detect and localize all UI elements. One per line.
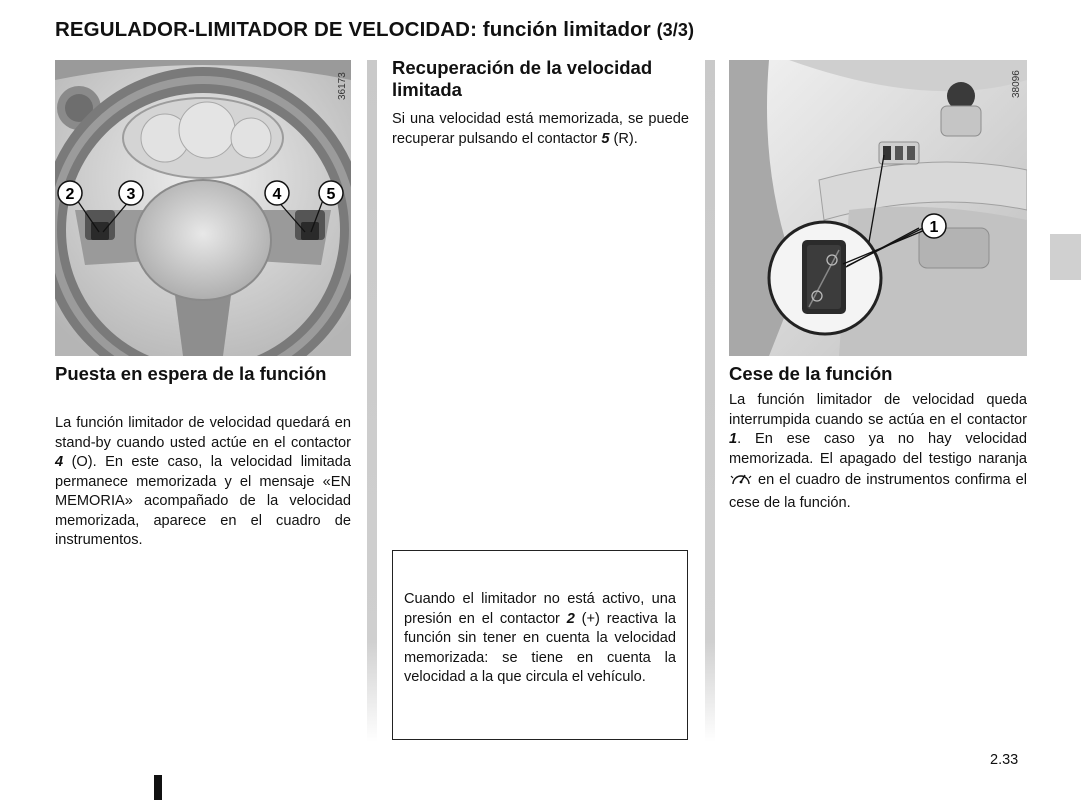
paragraph-cancel-function: La función limitador de velocidad queda interrumpida cuando se actúa en el contactor 1. En ese caso ya no hay velocidad memorizada. El apagado del testigo naranja en el cuadro de instrumentos confirma el cese de la función.: [729, 392, 1027, 511]
figure-id-36173: 36173: [337, 72, 348, 100]
callout-5: [319, 181, 343, 205]
title-suffix: (3/3): [656, 20, 695, 40]
heading-recover-speed: Recuperación de la velocidad limitada: [392, 57, 653, 100]
margin-marker: [154, 775, 162, 800]
page-number: 2.33: [990, 752, 1019, 768]
callout-1: [922, 214, 946, 238]
callout-4: [265, 181, 289, 205]
svg-text:3: 3: [126, 186, 136, 203]
svg-text:4: 4: [272, 186, 282, 203]
svg-text:2: 2: [65, 186, 75, 203]
title-main: REGULADOR-LIMITADOR DE VELOCIDAD: función limitador: [55, 18, 651, 41]
svg-text:5: 5: [326, 186, 336, 203]
contactor-ref-5: 5: [601, 130, 610, 147]
heading-cancel-function: Cese de la función: [729, 363, 893, 384]
page-title: [55, 18, 694, 42]
steering-wheel-illustration: [55, 60, 351, 356]
note-box: [392, 550, 688, 740]
heading-standby: Puesta en espera de la función: [55, 363, 327, 384]
dashboard-switch-illustration: [729, 60, 1027, 356]
note-text: Cuando el limitador no está activo, una presión en el contactor 2 (+) reactiva la función sin tener en cuenta la velocidad memorizada: se tiene en cuenta la velocidad a la que circula el vehículo.: [404, 591, 676, 685]
column-separator-left: [367, 60, 377, 742]
column-separator-right: [705, 60, 715, 742]
svg-text:1: 1: [929, 219, 939, 236]
dashboard-switch-photo: [729, 60, 1027, 356]
contactor-ref-2: 2: [566, 610, 575, 627]
callout-2: [58, 181, 82, 205]
section-tab: [1050, 234, 1081, 280]
contactor-ref-4: 4: [55, 454, 64, 470]
steering-wheel-photo: [55, 60, 351, 356]
figure-id-38096: 38096: [1011, 70, 1022, 98]
contactor-ref-1: 1: [729, 431, 738, 447]
paragraph-recover-speed: Si una velocidad está memorizada, se puede recuperar pulsando el contactor 5 (R).: [392, 111, 689, 147]
paragraph-standby: La función limitador de velocidad quedará en stand-by cuando usted actúe en el contactor 4 (O). En este caso, la velocidad limitada permanece memorizada y el mensaje «EN MEMORIA» acompañado de la velocidad memorizada, aparece en el cuadro de instrumentos.: [55, 415, 351, 548]
callout-3: [119, 181, 143, 205]
speed-limiter-warning-icon: [729, 469, 753, 494]
